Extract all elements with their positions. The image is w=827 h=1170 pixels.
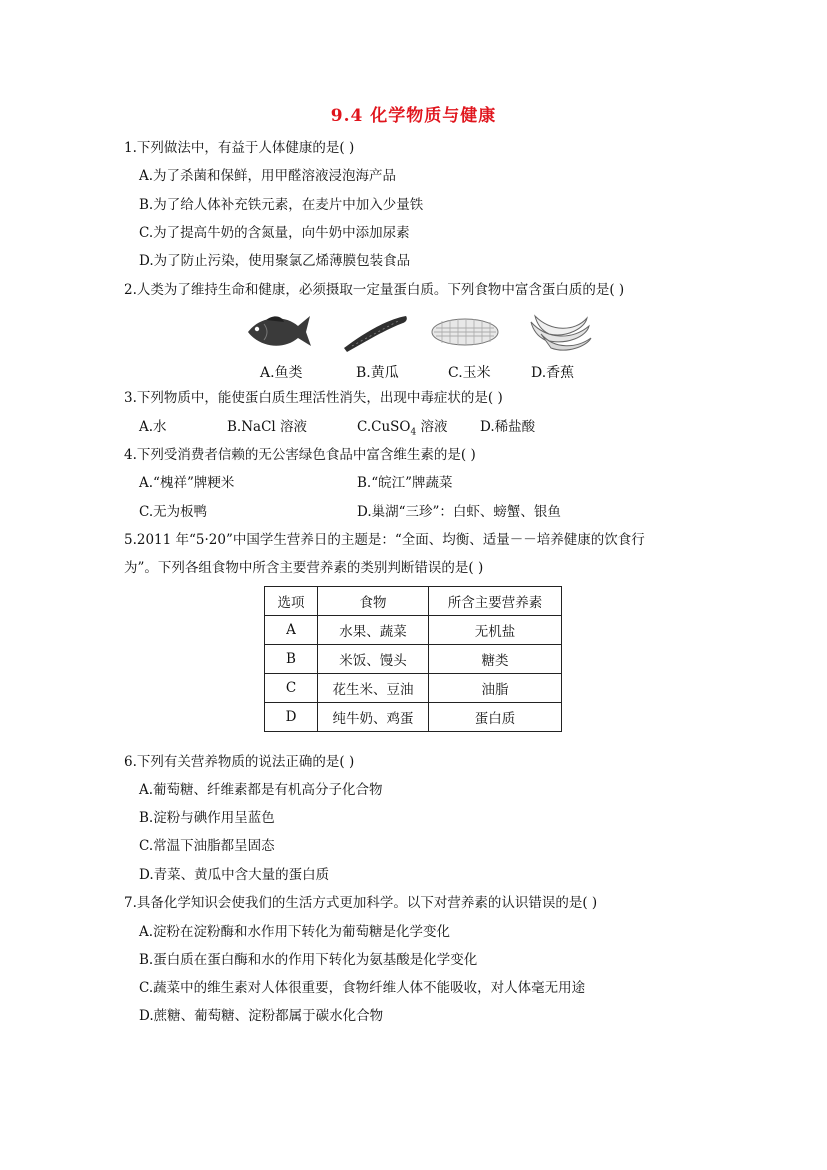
question-4-option-a: A.“槐祥”牌粳米 [139, 475, 235, 491]
question-4-stem: 4.下列受消费者信赖的无公害绿色食品中富含维生素的是( ) [124, 447, 476, 463]
question-1-option-b: B.为了给人体补充铁元素，在麦片中加入少量铁 [139, 197, 424, 213]
question-5-stem-line1: 5.2011 年“5·20”中国学生营养日的主题是：“全面、均衡、适量－－培养健康的饮食行 [124, 532, 645, 548]
question-1-stem: 1.下列做法中，有益于人体健康的是( ) [124, 140, 355, 156]
nutrient-table [264, 586, 562, 732]
table-cell: 蛋白质 [429, 703, 562, 732]
question-2-option-b: B.黄瓜 [356, 365, 399, 381]
cucumber-icon [340, 310, 410, 354]
question-7-stem: 7.具备化学知识会使我们的生活方式更加科学。以下对营养素的认识错误的是( ) [124, 895, 598, 911]
question-2-option-d: D.香蕉 [531, 365, 575, 381]
question-3-stem: 3.下列物质中，能使蛋白质生理活性消失，出现中毒症状的是( ) [124, 390, 503, 406]
question-2-option-a: A.鱼类 [260, 365, 303, 381]
table-header-row [265, 587, 562, 616]
table-cell: 糖类 [429, 645, 562, 674]
question-3-option-b: B.NaCl 溶液 [227, 419, 308, 435]
table-cell: 米饭、馒头 [318, 645, 429, 674]
table-cell: 油脂 [429, 674, 562, 703]
table-row [265, 616, 562, 645]
question-7-option-a: A.淀粉在淀粉酶和水作用下转化为葡萄糖是化学变化 [139, 924, 451, 940]
table-row [265, 674, 562, 703]
table-cell: 花生米、豆油 [318, 674, 429, 703]
question-6-stem: 6.下列有关营养物质的说法正确的是( ) [124, 754, 355, 770]
question-1-option-d: D.为了防止污染，使用聚氯乙烯薄膜包装食品 [139, 253, 411, 269]
fish-icon [244, 310, 314, 354]
question-6-option-d: D.青菜、黄瓜中含大量的蛋白质 [139, 867, 330, 883]
table-cell: B [265, 645, 318, 674]
table-cell: 纯牛奶、鸡蛋 [318, 703, 429, 732]
question-2-stem: 2.人类为了维持生命和健康，必须摄取一定量蛋白质。下列食物中富含蛋白质的是( ) [124, 282, 625, 298]
page-title: 9.4 化学物质与健康 [330, 106, 497, 126]
corn-icon [430, 310, 500, 354]
table-row [265, 703, 562, 732]
table-row [265, 645, 562, 674]
question-5-stem-line2: 为”。下列各组食物中所含主要营养素的类别判断错误的是( ) [124, 560, 484, 576]
question-6-option-c: C.常温下油脂都呈固态 [139, 838, 275, 854]
table-cell: D [265, 703, 318, 732]
question-6-option-b: B.淀粉与碘作用呈蓝色 [139, 810, 275, 826]
question-4-option-c: C.无为板鸭 [139, 504, 208, 520]
question-2-pictures [0, 310, 827, 380]
question-6-option-a: A.葡萄糖、纤维素都是有机高分子化合物 [139, 782, 383, 798]
question-4-option-b: B.“皖江”牌蔬菜 [357, 475, 453, 491]
table-cell: 水果、蔬菜 [318, 616, 429, 645]
question-1-option-a: A.为了杀菌和保鲜，用甲醛溶液浸泡海产品 [139, 168, 397, 184]
table-header-cell: 选项 [265, 587, 318, 616]
table-cell: 无机盐 [429, 616, 562, 645]
table-header-cell: 食物 [318, 587, 429, 616]
question-2-option-c: C.玉米 [448, 365, 491, 381]
table-header-cell: 所含主要营养素 [429, 587, 562, 616]
question-3-option-a: A.水 [139, 419, 167, 435]
banana-icon [527, 310, 597, 354]
question-7-option-d: D.蔗糖、葡萄糖、淀粉都属于碳水化合物 [139, 1008, 384, 1024]
question-3-option-c: C.CuSO$_4$ 溶液 [357, 419, 448, 438]
table-cell: C [265, 674, 318, 703]
question-3-option-d: D.稀盐酸 [480, 419, 536, 435]
question-4-option-d: D.巢湖“三珍”：白虾、螃蟹、银鱼 [357, 504, 561, 520]
question-7-option-b: B.蛋白质在蛋白酶和水的作用下转化为氨基酸是化学变化 [139, 952, 478, 968]
table-cell: A [265, 616, 318, 645]
question-1-option-c: C.为了提高牛奶的含氮量，向牛奶中添加尿素 [139, 225, 410, 241]
question-7-option-c: C.蔬菜中的维生素对人体很重要，食物纤维人体不能吸收，对人体毫无用途 [139, 980, 586, 996]
